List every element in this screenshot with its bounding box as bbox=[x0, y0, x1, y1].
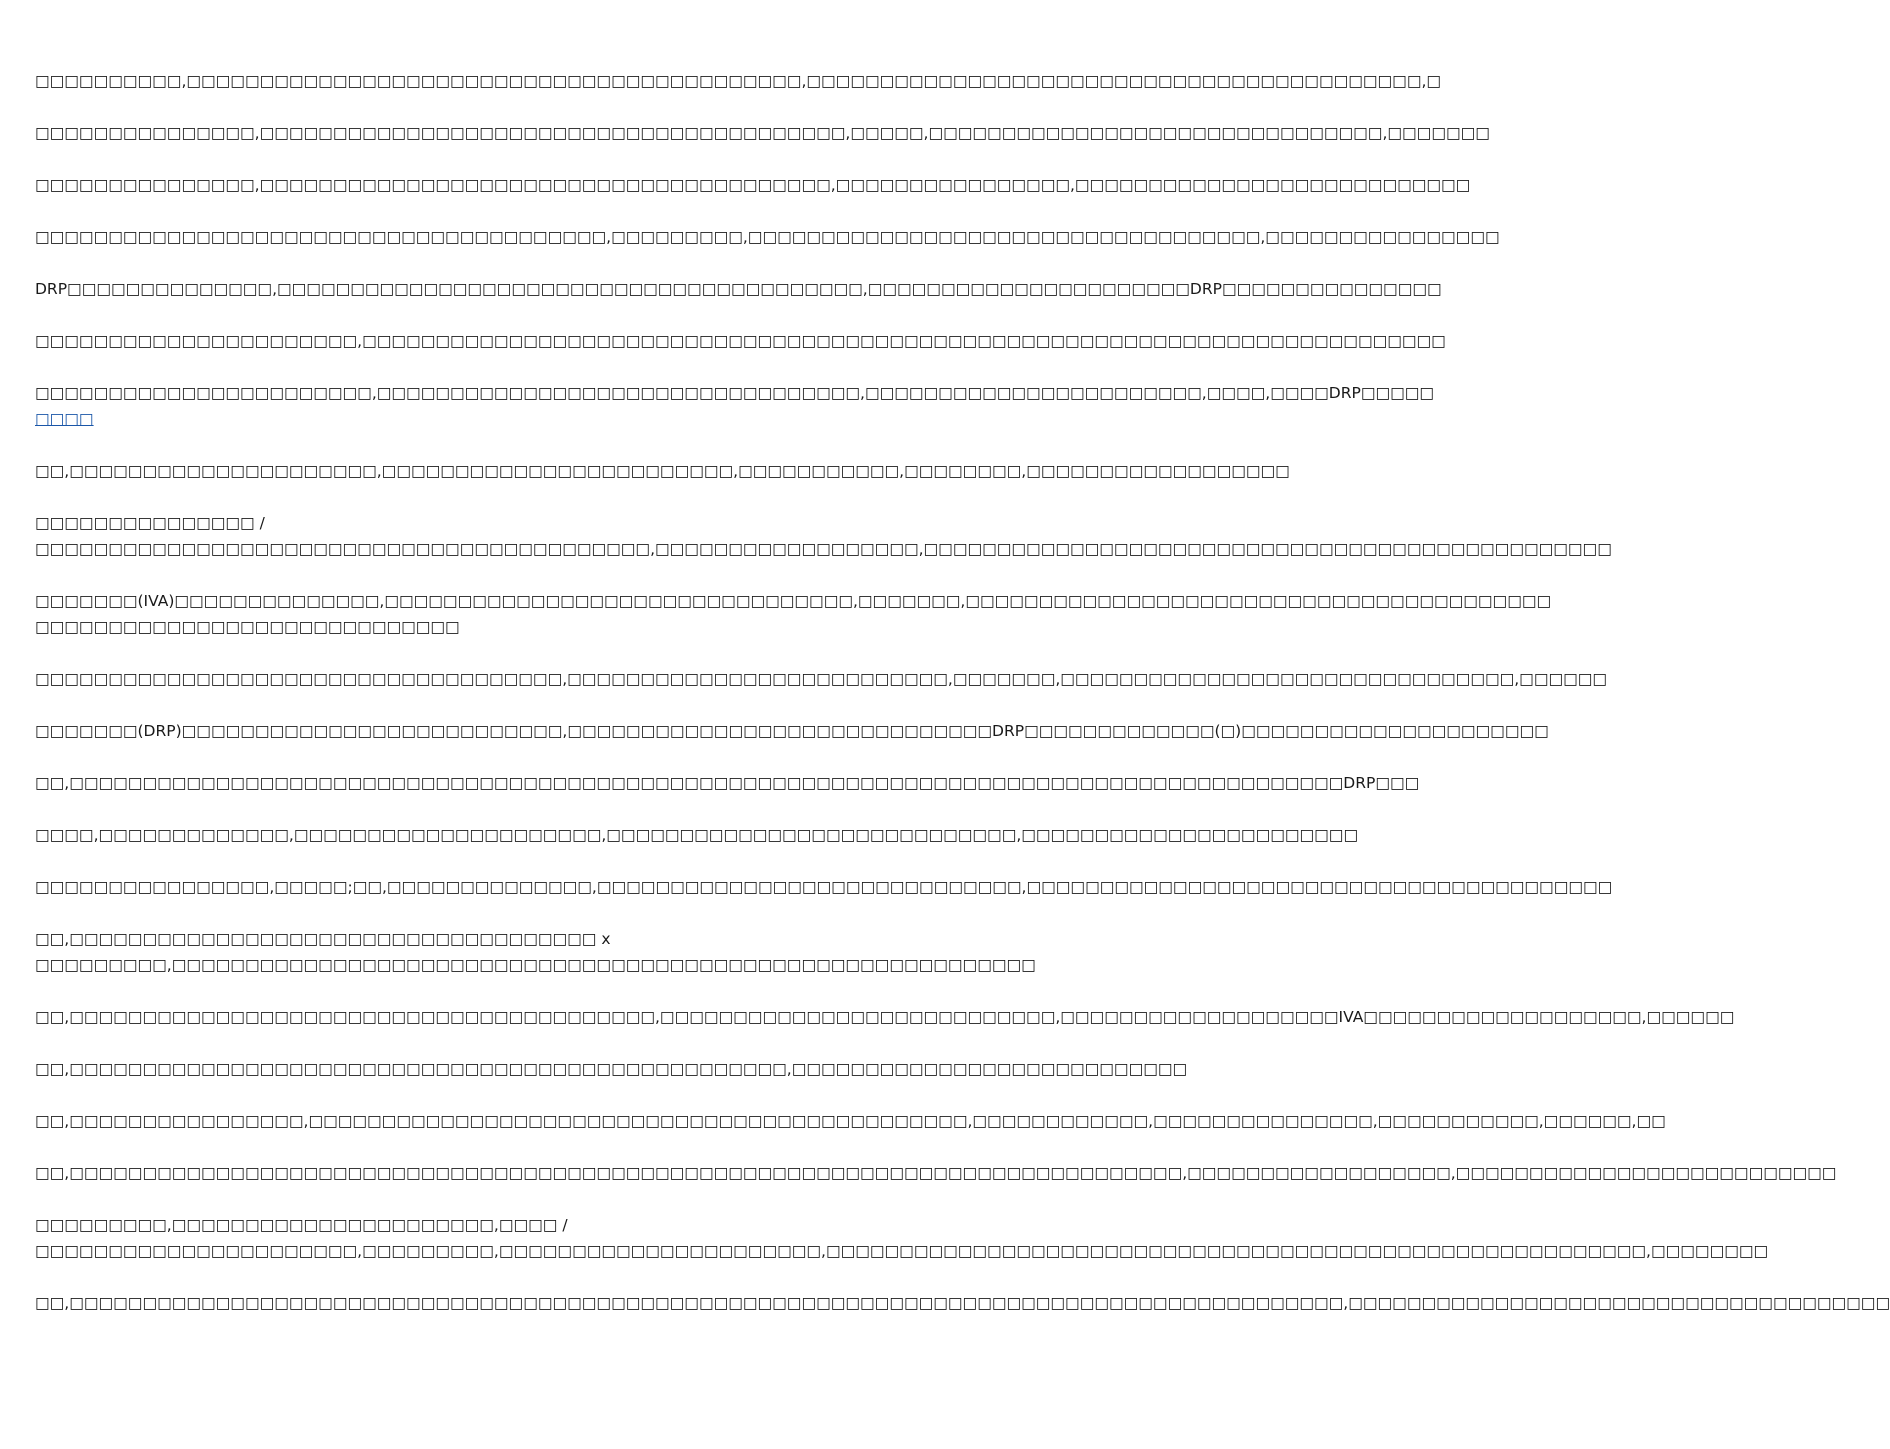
paragraph bbox=[35, 458, 1290, 484]
paragraph bbox=[35, 68, 1442, 94]
paragraph-line: □□□□□□□□□□□□□□□□□□□□□□□□□□□□□□□□□□□□□□□□□□,□□□□□□□□□□□□□□□□□□,□□□□□□□□□□□□□□□□□□□□□□□□□□□□□□□□□□□□□□□□□□□□□□□ bbox=[35, 540, 1612, 558]
paragraph-line: □□□□□□□□□□□□□□□,□□□□□□□□□□□□□□□□□□□□□□□□□□□□□□□□□□□□□□□,□□□□□□□□□□□□□□□□,□□□□□□□□□□□□□□□□□□□□□□□□□□□ bbox=[35, 176, 1471, 194]
paragraph-line: □□□□□□□□□□,□□□□□□□□□□□□□□□□□□□□□□□□□□□□□□□□□□□□□□□□□□,□□□□□□□□□□□□□□□□□□□□□□□□□□□□□□□□□□□□□□□□□□,□ bbox=[35, 72, 1442, 90]
inline-link[interactable]: □□□□ bbox=[35, 410, 94, 428]
paragraph-line: □□□□□□□□□□□□□□□,□□□□□□□□□□□□□□□□□□□□□□□□□□□□□□□□□□□□□□□□,□□□□□,□□□□□□□□□□□□□□□□□□□□□□□□□□□□□□□,□□□□□□□ bbox=[35, 124, 1490, 142]
paragraph-line: □□□□□□□□□□□□□□□□□□□□□□,□□□□□□□□□□□□□□□□□□□□□□□□□□□□□□□□□□□□□□□□□□□□□□□□□□□□□□□□□□□□□□□□□□□□□□□□□□ bbox=[35, 332, 1446, 350]
paragraph bbox=[35, 588, 1552, 640]
paragraph-line: □□,□□□□□□□□□□□□□□□□□□□□□□□□□□□□□□□□□□□□□□□□□□□□□□□□□□□□□□□□□□□□□□□□□□□□□□□□□□□□,□□□□□□□□□□□□□□□□□□,□□□□□□□□□□□□□□□□□□□□□□□□□□ bbox=[35, 1164, 1837, 1182]
paragraph bbox=[35, 172, 1471, 198]
paragraph bbox=[35, 926, 1036, 978]
paragraph bbox=[35, 276, 1442, 302]
paragraph bbox=[35, 1290, 1890, 1316]
paragraph bbox=[35, 1056, 1188, 1082]
paragraph-line: □□,□□□□□□□□□□□□□□□□□□□□□□□□□□□□□□□□□□□□□□□□□□□□□□□□□,□□□□□□□□□□□□□□□□□□□□□□□□□□□ bbox=[35, 1060, 1188, 1078]
paragraph bbox=[35, 874, 1613, 900]
document-body bbox=[35, 68, 1890, 1342]
paragraph-line: □□□□□□□□□□□□□□□□□□□□□□,□□□□□□□□□,□□□□□□□□□□□□□□□□□□□□□□,□□□□□□□□□□□□□□□□□□□□□□□□□□□□□□□□□□□□□□□□□□□□□□□□□□□□□□□□,□□□□□□□□ bbox=[35, 1242, 1769, 1260]
paragraph-line: DRP□□□□□□□□□□□□□□,□□□□□□□□□□□□□□□□□□□□□□□□□□□□□□□□□□□□□□□□,□□□□□□□□□□□□□□□□□□□□□□DRP□□□□□□□□□□□□□□□ bbox=[35, 280, 1442, 298]
paragraph-line: □□,□□□□□□□□□□□□□□□□,□□□□□□□□□□□□□□□□□□□□□□□□□□□□□□□□□□□□□□□□□□□□□,□□□□□□□□□□□□,□□□□□□□□□□□□□□□,□□□□□□□□□□□,□□□□□□,□□ bbox=[35, 1112, 1666, 1130]
paragraph bbox=[35, 770, 1420, 796]
paragraph-line: □□□□□□□□□,□□□□□□□□□□□□□□□□□□□□□□,□□□□ / bbox=[35, 1216, 568, 1234]
paragraph-line: □□□□□□□□□□□□□□□ / bbox=[35, 514, 265, 532]
paragraph bbox=[35, 510, 1612, 562]
paragraph-line: □□□□□□□□□□□□□□□□□□□□□□□□□□□□□□□□□□□□□□□,□□□□□□□□□,□□□□□□□□□□□□□□□□□□□□□□□□□□□□□□□□□□□,□□□□□□□□□□□□□□□□ bbox=[35, 228, 1500, 246]
paragraph bbox=[35, 120, 1490, 146]
paragraph bbox=[35, 1108, 1666, 1134]
paragraph-line: □□□□□□□□□□□□□□□□□□□□□□□,□□□□□□□□□□□□□□□□□□□□□□□□□□□□□□□□□,□□□□□□□□□□□□□□□□□□□□□□□,□□□□,□□□□DRP□□□□□ bbox=[35, 384, 1435, 402]
paragraph bbox=[35, 328, 1446, 354]
paragraph-line: □□□□□□□(IVA)□□□□□□□□□□□□□□,□□□□□□□□□□□□□□□□□□□□□□□□□□□□□□□□,□□□□□□□,□□□□□□□□□□□□□□□□□□□□□□□□□□□□□□□□□□□□□□□□ bbox=[35, 592, 1552, 610]
paragraph-line: □□□□□□□□□,□□□□□□□□□□□□□□□□□□□□□□□□□□□□□□□□□□□□□□□□□□□□□□□□□□□□□□□□□□□ bbox=[35, 956, 1036, 974]
paragraph-line: □□□□□□□□□□□□□□□□,□□□□□;□□,□□□□□□□□□□□□□□,□□□□□□□□□□□□□□□□□□□□□□□□□□□□□,□□□□□□□□□□□□□□□□□□□□□□□□□□□□□□□□□□□□□□□□ bbox=[35, 878, 1613, 896]
paragraph bbox=[35, 1212, 1769, 1264]
paragraph-line: □□□□,□□□□□□□□□□□□□,□□□□□□□□□□□□□□□□□□□□□,□□□□□□□□□□□□□□□□□□□□□□□□□□□□,□□□□□□□□□□□□□□□□□□□□□□□ bbox=[35, 826, 1359, 844]
paragraph bbox=[35, 224, 1500, 250]
paragraph bbox=[35, 1160, 1837, 1186]
paragraph-line: □□,□□□□□□□□□□□□□□□□□□□□□,□□□□□□□□□□□□□□□□□□□□□□□□,□□□□□□□□□□□,□□□□□□□□,□□□□□□□□□□□□□□□□□□ bbox=[35, 462, 1290, 480]
paragraph-line: □□,□□□□□□□□□□□□□□□□□□□□□□□□□□□□□□□□□□□□□□□□,□□□□□□□□□□□□□□□□□□□□□□□□□□□,□□□□□□□□□□□□□□□□□□□IVA□□□□□□□□□□□□□□□□□□□,□□□□□□ bbox=[35, 1008, 1735, 1026]
paragraph-line: □□,□□□□□□□□□□□□□□□□□□□□□□□□□□□□□□□□□□□□□□□□□□□□□□□□□□□□□□□□□□□□□□□□□□□□□□□□□□□□□□□□□□□□□□□,□□□□□□□□□□□□□□□□□□□□□□□□□□□□□□□□□□□□□ bbox=[35, 1294, 1890, 1312]
paragraph bbox=[35, 666, 1608, 692]
paragraph-line: □□,□□□□□□□□□□□□□□□□□□□□□□□□□□□□□□□□□□□□ x bbox=[35, 930, 611, 948]
paragraph bbox=[35, 380, 1435, 432]
paragraph bbox=[35, 1004, 1735, 1030]
paragraph-line: □□,□□□□□□□□□□□□□□□□□□□□□□□□□□□□□□□□□□□□□□□□□□□□□□□□□□□□□□□□□□□□□□□□□□□□□□□□□□□□□□□□□□□□□□□DRP□□□ bbox=[35, 774, 1420, 792]
paragraph-line: □□□□□□□□□□□□□□□□□□□□□□□□□□□□□ bbox=[35, 618, 460, 636]
paragraph bbox=[35, 718, 1549, 744]
paragraph-line: □□□□□□□(DRP)□□□□□□□□□□□□□□□□□□□□□□□□□□,□□□□□□□□□□□□□□□□□□□□□□□□□□□□□DRP□□□□□□□□□□□□□(□)□□□□□□□□□□□□□□□□□□□□□ bbox=[35, 722, 1549, 740]
paragraph-line: □□□□□□□□□□□□□□□□□□□□□□□□□□□□□□□□□□□□,□□□□□□□□□□□□□□□□□□□□□□□□□□,□□□□□□□,□□□□□□□□□□□□□□□□□□□□□□□□□□□□□□□,□□□□□□ bbox=[35, 670, 1608, 688]
paragraph bbox=[35, 822, 1359, 848]
